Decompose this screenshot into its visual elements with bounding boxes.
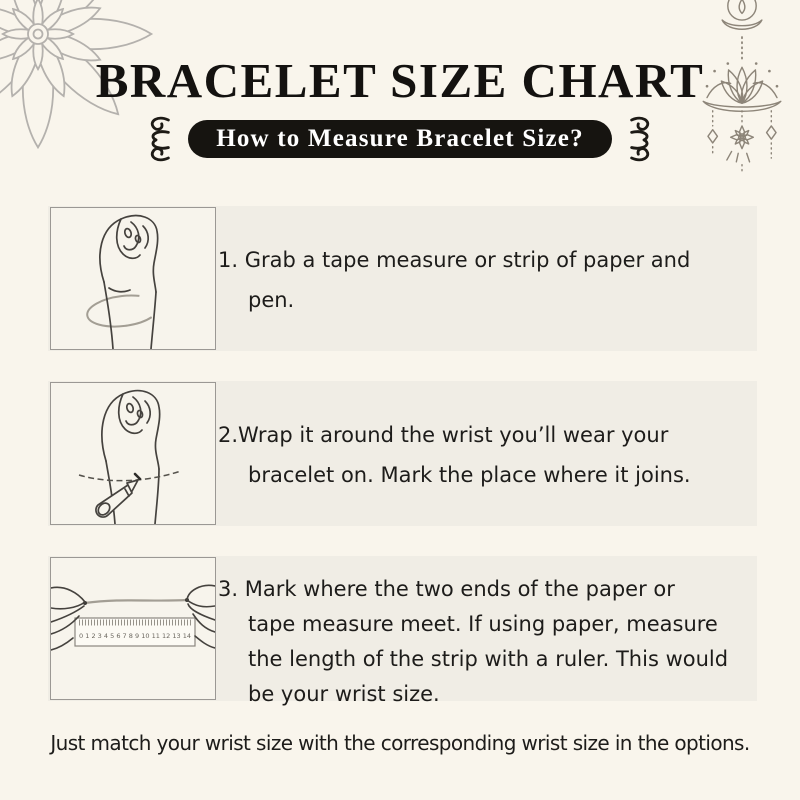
fist-hand-icon [51, 208, 215, 349]
page-title: BRACELET SIZE CHART [95, 53, 705, 108]
step-row-1 [48, 206, 757, 351]
step-1-line-2: pen. [248, 288, 295, 312]
step-1-line-1: 1. Grab a tape measure or strip of paper and [218, 248, 691, 272]
step-2-line-2: bracelet on. Mark the place where it joins. [248, 463, 691, 487]
step-3-line-2: tape measure meet. If using paper, measure [248, 612, 718, 636]
footer-note: Just match your wrist size with the corresponding wrist size in the options. [50, 731, 750, 755]
left-flourish-icon [137, 113, 175, 165]
ruler-measure-icon [51, 558, 215, 699]
badge-pill: How to Measure Bracelet Size? [188, 120, 612, 158]
step-row-2 [48, 381, 757, 526]
step-3-line-1: 3. Mark where the two ends of the paper or [218, 577, 675, 601]
ruler-numbers: 0 1 2 3 4 5 6 7 8 9 10 11 12 13 14 [79, 633, 192, 640]
step-3-line-3: the length of the strip with a ruler. This would [248, 647, 729, 671]
right-flourish-icon [625, 113, 663, 165]
step-1-text [218, 240, 778, 320]
step-2-text [218, 415, 778, 495]
step-row-3 [48, 556, 757, 706]
pen-marking-wrist-icon [51, 383, 215, 524]
step-3-text [218, 572, 778, 712]
step-2-line-1: 2.Wrap it around the wrist you’ll wear your [218, 423, 669, 447]
step-1-illustration-box [50, 207, 216, 350]
step-3-illustration-box [50, 557, 216, 700]
step-2-illustration-box [50, 382, 216, 525]
badge-row [0, 112, 800, 166]
step-3-line-4: be your wrist size. [248, 682, 440, 706]
